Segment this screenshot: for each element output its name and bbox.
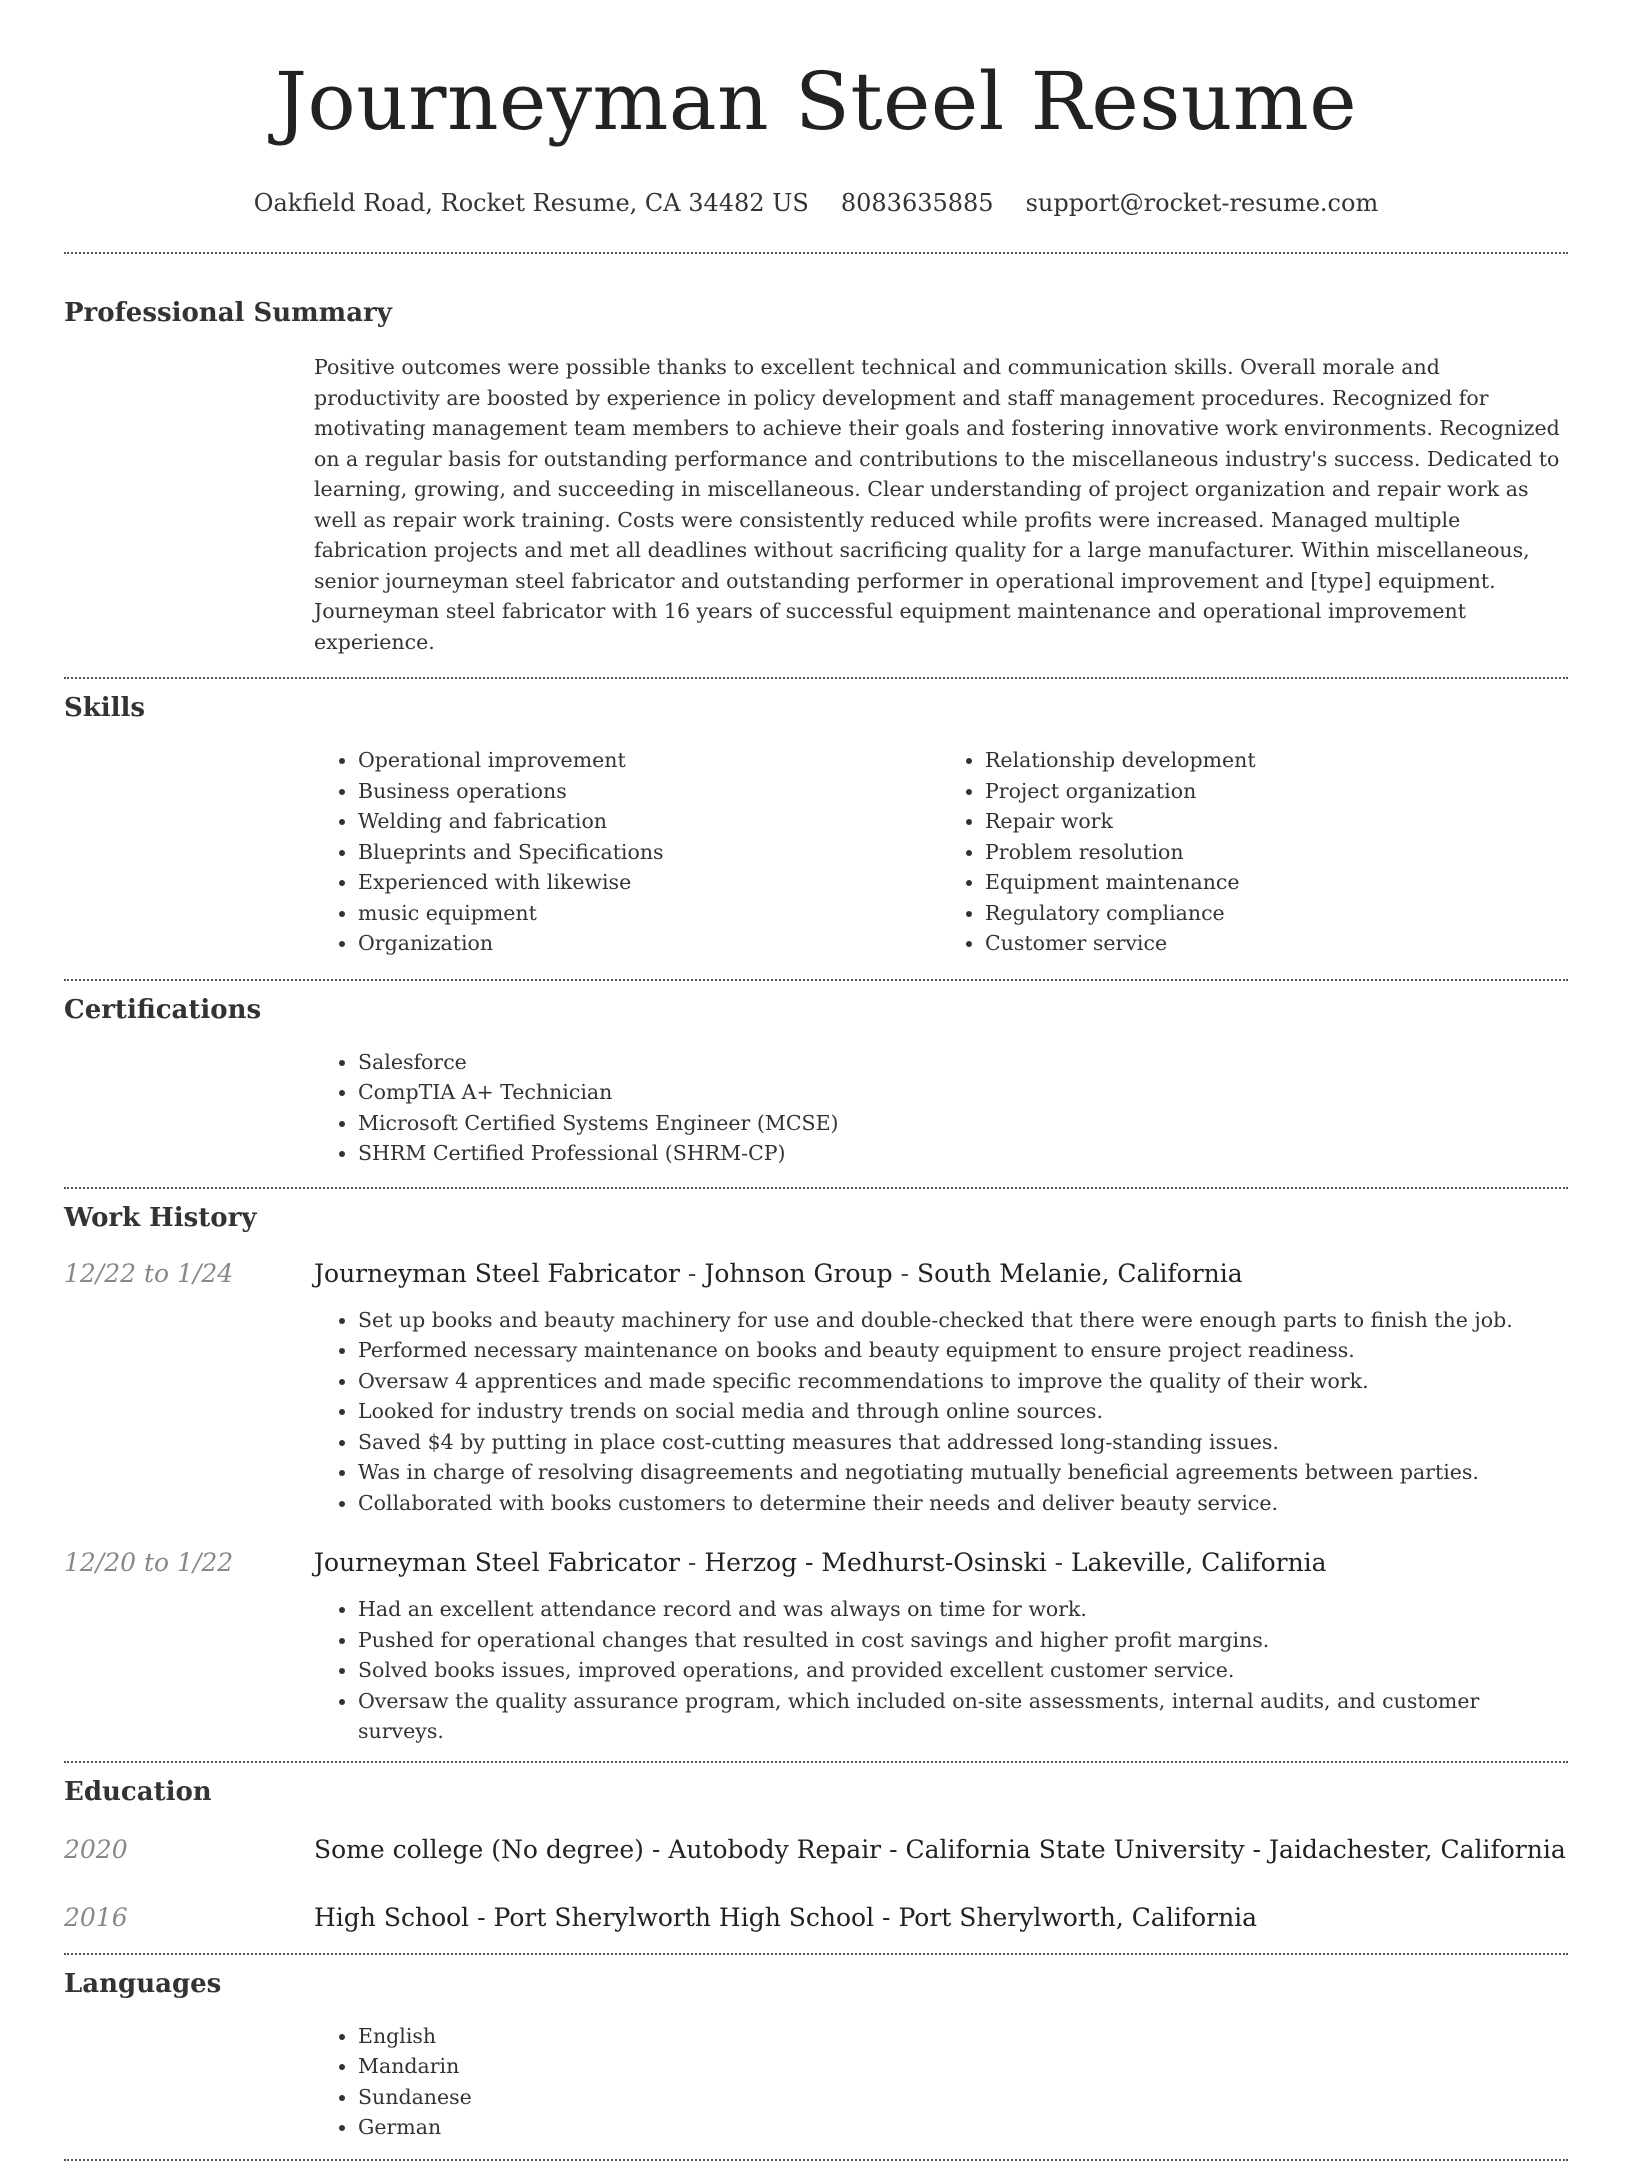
- job-header: [64, 1546, 1568, 1580]
- job-location: South Melanie, California: [916, 1258, 1243, 1288]
- job-role: Journeyman Steel Fabricator: [314, 1258, 680, 1288]
- resume-header: [64, 52, 1568, 218]
- list-item: • Collaborated with books customers to determine their needs and deliver beauty service.: [358, 1488, 1568, 1519]
- separator: -: [1046, 1548, 1072, 1577]
- separator: -: [881, 1834, 906, 1864]
- job-dates: 12/20 to 1/22: [64, 1548, 234, 1577]
- section-title-summary: Professional Summary: [64, 298, 392, 328]
- contact-line: [64, 188, 1568, 218]
- certifications-list: [314, 1047, 1568, 1169]
- section-title-education: Education: [64, 1776, 212, 1807]
- skills-list-left: [314, 745, 941, 959]
- certifications-section: [64, 993, 1568, 1169]
- languages-section: [64, 1967, 1568, 2143]
- job-bullet-list: [314, 1594, 1568, 1747]
- list-item: • Had an excellent attendance record and was always on time for work.: [358, 1594, 1568, 1625]
- job-bullets: [314, 1594, 1568, 1747]
- separator: -: [679, 1258, 705, 1288]
- section-title-skills: Skills: [64, 693, 146, 723]
- list-item: • Oversaw 4 apprentices and made specific recommendations to improve the quality of their work.: [358, 1366, 1568, 1397]
- skills-section: [64, 691, 1568, 959]
- list-item: • Welding and fabrication: [358, 806, 941, 837]
- resume-page: [64, 0, 1568, 2161]
- list-item: • CompTIA A+ Technician: [358, 1077, 1568, 1108]
- education-year: 2016: [64, 1902, 128, 1932]
- separator: -: [1244, 1834, 1269, 1864]
- languages-list: [314, 2021, 1568, 2143]
- section-title-work: Work History: [64, 1202, 257, 1233]
- education-details: [314, 1901, 1257, 1935]
- section-divider: [64, 1953, 1568, 1955]
- list-item: • Set up books and beauty machinery for use and double-checked that there were enough parts to finish the job.: [358, 1305, 1568, 1336]
- list-item: • Operational improvement: [358, 745, 941, 776]
- job-bullets: [314, 1305, 1568, 1519]
- education-section: [64, 1775, 1568, 1935]
- job-entry: [64, 1546, 1568, 1747]
- job-entry: [64, 1257, 1568, 1519]
- list-item: • Microsoft Certified Systems Engineer (MCSE): [358, 1108, 1568, 1139]
- list-item: • SHRM Certified Professional (SHRM-CP): [358, 1138, 1568, 1169]
- work-section: [64, 1201, 1568, 1747]
- education-year: 2020: [64, 1834, 128, 1864]
- section-divider: [64, 979, 1568, 981]
- contact-phone: 8083635885: [840, 189, 994, 217]
- list-item: • Project organization: [985, 776, 1568, 807]
- list-item: • Pushed for operational changes that resulted in cost savings and higher profit margins.: [358, 1625, 1568, 1656]
- list-item: • Repair work: [985, 806, 1568, 837]
- list-item: • Problem resolution: [985, 837, 1568, 868]
- education-school: California State University: [905, 1834, 1245, 1864]
- list-item: • Saved $4 by putting in place cost-cutting measures that addressed long-standing issues.: [358, 1427, 1568, 1458]
- section-divider: [64, 2159, 1568, 2161]
- list-item: • Solved books issues, improved operations, and provided excellent customer service.: [358, 1655, 1568, 1686]
- education-location: Port Sherylworth, California: [898, 1902, 1258, 1932]
- separator: -: [469, 1902, 494, 1932]
- separator: -: [892, 1258, 917, 1288]
- list-item: • Performed necessary maintenance on books and beauty equipment to ensure project readiness.: [358, 1335, 1568, 1366]
- job-location: Lakeville, California: [1071, 1548, 1327, 1577]
- certifications-content: [314, 1047, 1568, 1169]
- education-school: Port Sherylworth High School: [493, 1902, 875, 1932]
- job-dates: 12/22 to 1/24: [64, 1258, 234, 1288]
- education-details: [314, 1833, 1566, 1867]
- skills-columns: [314, 745, 1568, 959]
- list-item: • Was in charge of resolving disagreements and negotiating mutually beneficial agreements between parties.: [358, 1457, 1568, 1488]
- job-company: Johnson Group: [704, 1258, 893, 1288]
- separator: -: [679, 1548, 705, 1577]
- education-entry: [64, 1833, 1568, 1867]
- job-title: [314, 1257, 1243, 1291]
- languages-content: [314, 2021, 1568, 2143]
- job-company: Herzog - Medhurst-Osinski: [704, 1548, 1047, 1577]
- list-item: • Mandarin: [358, 2051, 1568, 2082]
- separator: -: [643, 1834, 669, 1864]
- separator: -: [874, 1902, 899, 1932]
- list-item: • Regulatory compliance: [985, 898, 1568, 929]
- job-role: Journeyman Steel Fabricator: [314, 1548, 680, 1577]
- list-item: • Oversaw the quality assurance program, which included on-site assessments, internal audits, and customer surveys.: [358, 1686, 1568, 1747]
- list-item: • Organization: [358, 928, 941, 959]
- list-item: • Looked for industry trends on social media and through online sources.: [358, 1396, 1568, 1427]
- list-item: • Sundanese: [358, 2082, 1568, 2113]
- resume-title: Journeyman Steel Resume: [274, 55, 1358, 148]
- section-divider: [64, 252, 1568, 254]
- summary-text: Positive outcomes were possible thanks to excellent technical and communication skills. Overall morale and productivity are boosted by experience in policy development and staff management procedures. Recognized for motivating management team members to achieve their goals and fostering innovative work environments. Recognized on a regular basis for outstanding performance and contributions to the miscellaneous industry's success. Dedicated to learning, growing, and succeeding in miscellaneous. Clear understanding of project organization and repair work as well as repair work training. Costs were consistently reduced while profits were increased. Managed multiple fabrication projects and met all deadlines without sacrificing quality for a large manufacturer. Within miscellaneous, senior journeyman steel fabricator and outstanding performer in operational improvement and [type] equipment. Journeyman steel fabricator with 16 years of successful equipment maintenance and operational improvement experience.: [314, 355, 1560, 654]
- job-title: [314, 1546, 1327, 1580]
- section-title-certifications: Certifications: [64, 994, 262, 1025]
- list-item: • Blueprints and Specifications: [358, 837, 941, 868]
- education-field: Autobody Repair: [668, 1834, 882, 1864]
- list-item: • English: [358, 2021, 1568, 2052]
- section-title-languages: Languages: [64, 1968, 222, 1999]
- education-entry: [64, 1901, 1568, 1935]
- education-degree: High School: [314, 1902, 470, 1932]
- contact-address: Oakfield Road, Rocket Resume, CA 34482 US: [253, 189, 809, 217]
- education-degree: Some college (No degree): [314, 1834, 644, 1864]
- list-item: • Experienced with likewise: [358, 867, 941, 898]
- contact-email: support@rocket-resume.com: [1025, 189, 1379, 217]
- list-item: • Salesforce: [358, 1047, 1568, 1078]
- section-divider: [64, 1761, 1568, 1763]
- job-bullet-list: [314, 1305, 1568, 1519]
- list-item: • Customer service: [985, 928, 1568, 959]
- list-item: • music equipment: [358, 898, 941, 929]
- education-location: Jaidachester, California: [1268, 1834, 1566, 1864]
- list-item: • Business operations: [358, 776, 941, 807]
- section-divider: [64, 1187, 1568, 1189]
- summary-section: [64, 296, 1568, 657]
- list-item: • Relationship development: [985, 745, 1568, 776]
- section-divider: [64, 677, 1568, 679]
- job-header: [64, 1257, 1568, 1291]
- skills-list-right: [941, 745, 1568, 959]
- list-item: • German: [358, 2112, 1568, 2143]
- list-item: • Equipment maintenance: [985, 867, 1568, 898]
